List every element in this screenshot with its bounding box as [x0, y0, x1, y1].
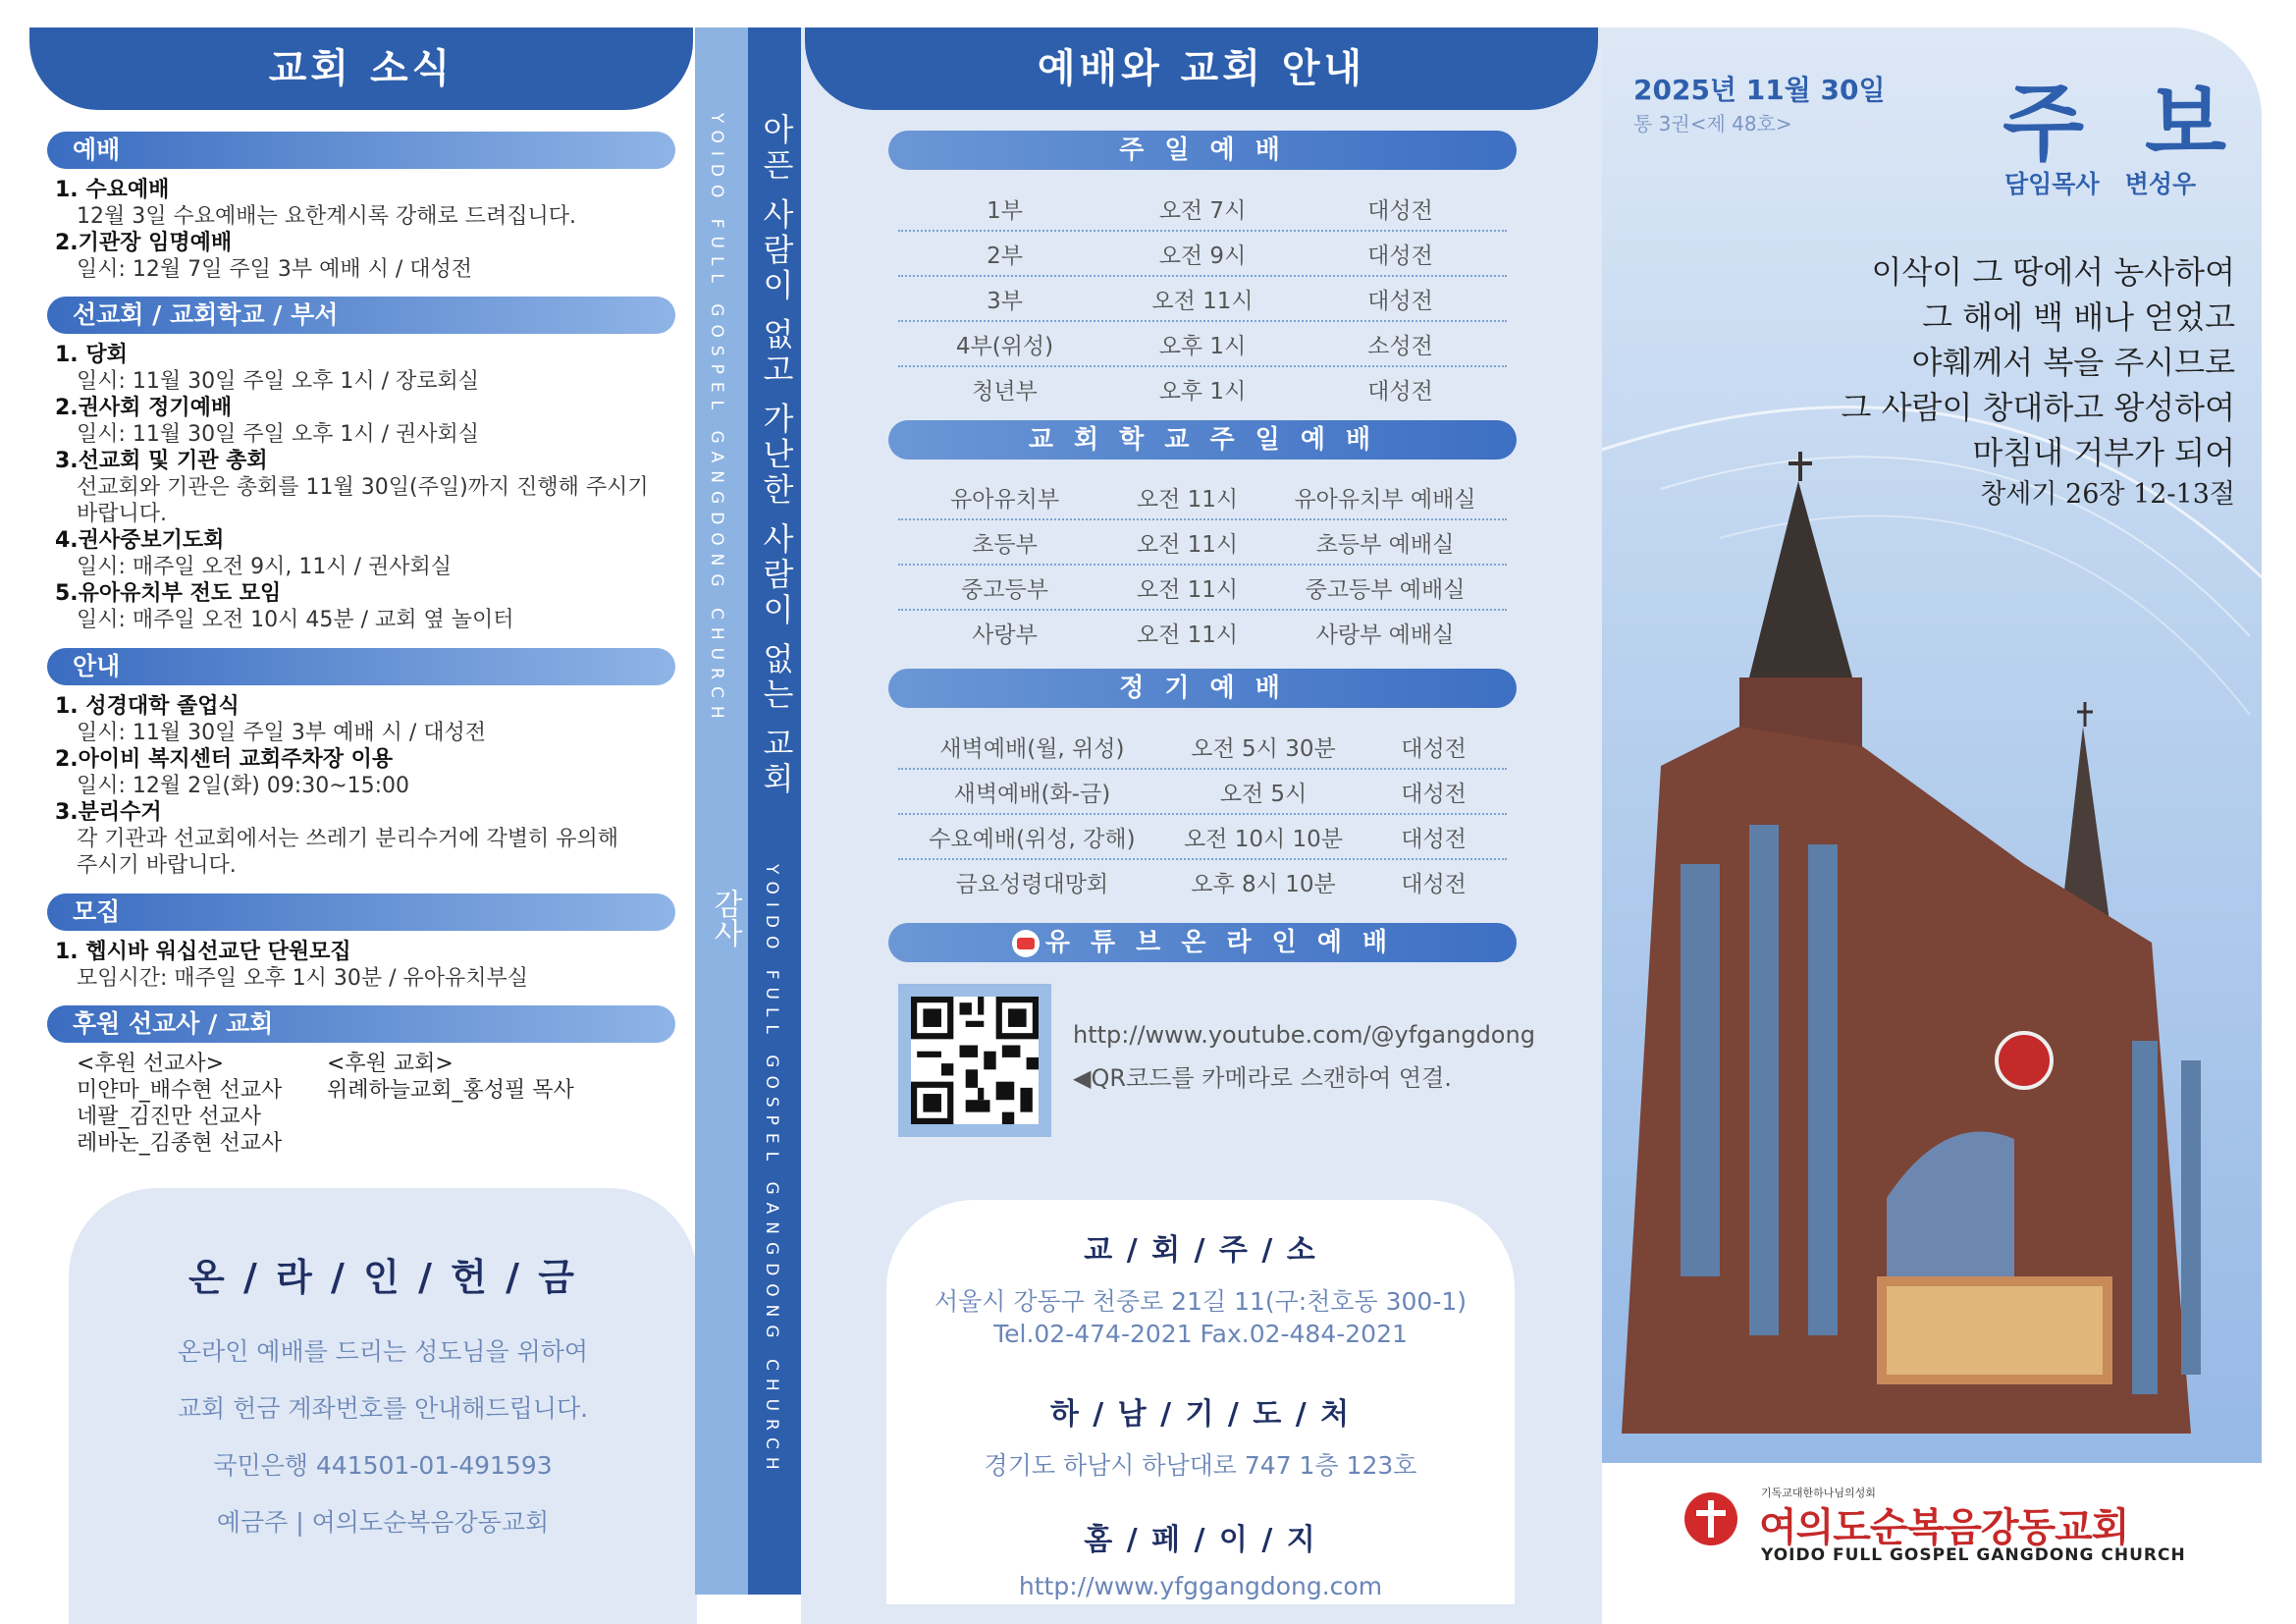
address-title: 교 / 회 / 주 / 소	[1084, 1233, 1317, 1268]
table-row: 1부 오전 7시 대성전	[898, 187, 1507, 232]
spine-right-korean: 아픈 사람이 없고 가난한 사람이 없는 교회	[758, 113, 795, 798]
news-item-title: 2.권사회 정기예배	[55, 396, 233, 420]
scripture-verse	[1842, 249, 2235, 514]
youtube-bar: 유 튜 브 온 라 인 예 배	[888, 923, 1517, 962]
verse-line: 이삭이 그 땅에서 농사하여	[1871, 253, 2235, 291]
church-logo-icon	[1684, 1492, 1737, 1545]
table-row: 2부 오전 9시 대성전	[898, 232, 1507, 277]
verse-line: 그 사람이 창대하고 왕성하여	[1841, 389, 2235, 426]
table-row: 수요예배(위성, 강해) 오전 10시 10분 대성전	[898, 815, 1507, 860]
sunday-worship-bar: 주 일 예 배	[888, 131, 1517, 170]
logo-denomination: 기독교대한하나님의성회	[1761, 1487, 1876, 1499]
news-item-title: 5.유아유치부 전도 모임	[55, 581, 282, 606]
table-row: 새벽예배(화-금) 오전 5시 대성전	[898, 770, 1507, 815]
verse-line: 그 해에 백 배나 얻었고	[1922, 298, 2235, 336]
news-item-detail: 각 기관과 선교회에서는 쓰레기 분리수거에 각별히 유의해	[77, 827, 619, 851]
senior-pastor: 담임목사 변성우	[2004, 170, 2197, 198]
news-item-detail: 일시: 11월 30일 주일 오후 1시 / 장로회실	[77, 369, 480, 394]
hanam-title: 하 / 남 / 기 / 도 / 처	[1049, 1397, 1352, 1432]
news-item-detail: 일시: 12월 7일 주일 3부 예배 시 / 대성전	[77, 257, 473, 282]
news-item-title: 4.권사중보기도회	[55, 528, 225, 553]
news-item-detail: 일시: 11월 30일 주일 오후 1시 / 권사회실	[77, 422, 480, 447]
bulletin-date: 2025년 11월 30일	[1633, 74, 1886, 106]
news-worship-list	[55, 177, 683, 283]
support-missionaries: <후원 선교사> 미얀마_배수현 선교사 네팔_김진만 선교사 레바논_김종현 선교사	[77, 1052, 283, 1156]
spine-left-english: YOIDO FULL GOSPEL GANGDONG CHURCH	[707, 113, 726, 727]
news-recruit-list	[55, 939, 683, 992]
spine-right-english: YOIDO FULL GOSPEL GANGDONG CHURCH	[762, 864, 781, 1478]
left-panel-header: 교회 소식	[29, 27, 693, 110]
table-row: 유아유치부 오전 11시 유아유치부 예배실	[898, 475, 1507, 520]
table-row: 3부 오전 11시 대성전	[898, 277, 1507, 322]
regular-worship-bar: 정 기 예 배	[888, 669, 1517, 708]
news-item-detail: 선교회와 기관은 총회를 11월 30일(주일)까지 진행해 주시기	[77, 475, 649, 500]
sunday-worship-table	[898, 187, 1507, 410]
table-row: 금요성령대망회 오후 8시 10분 대성전	[955, 871, 1467, 897]
news-item-title: 3.선교회 및 기관 총회	[55, 449, 268, 473]
youtube-url[interactable]: http://www.youtube.com/@yfgangdong	[1073, 1021, 1535, 1049]
table-row: 초등부 오전 11시 초등부 예배실	[898, 520, 1507, 566]
news-item-detail: 12월 3일 수요예배는 요한계시록 강해로 드려집니다.	[77, 204, 576, 229]
support-churches: <후원 교회> 위례하늘교회_홍성필 목사	[327, 1052, 574, 1103]
news-item-detail: 일시: 매주일 오전 10시 45분 / 교회 옆 놀이터	[77, 608, 514, 632]
logo-korean-name: 여의도순복음강동교회	[1759, 1505, 2129, 1550]
homepage-url[interactable]: http://www.yfggangdong.com	[1018, 1572, 1383, 1600]
church-logo-area	[1602, 1463, 2262, 1624]
homepage-title: 홈 / 페 / 이 / 지	[1084, 1523, 1317, 1557]
news-item-detail: 바랍니다.	[77, 502, 168, 526]
news-item-detail: 일시: 매주일 오전 9시, 11시 / 권사회실	[77, 555, 453, 579]
section-recruit: 모집	[47, 893, 675, 931]
school-worship-bar: 교 회 학 교 주 일 예 배	[888, 420, 1517, 460]
phone-text: Tel.02-474-2021 Fax.02-484-2021	[993, 1320, 1408, 1348]
news-item-title: 2.기관장 임명예배	[55, 231, 233, 255]
regular-worship-table	[898, 725, 1507, 903]
verse-line: 야훼께서 복을 주시므로	[1911, 344, 2235, 381]
church-building-illustration	[1602, 452, 2262, 1532]
news-item-title: 1. 헵시바 워십선교단 단원모집	[55, 940, 351, 964]
section-support: 후원 선교사 / 교회	[47, 1005, 675, 1043]
news-item-title: 1. 성경대학 졸업식	[55, 694, 240, 719]
news-item-title: 2.아이비 복지센터 교회주차장 이용	[55, 747, 394, 772]
qr-code[interactable]	[911, 997, 1039, 1124]
table-row: 청년부 오후 1시 대성전	[972, 378, 1433, 405]
news-item-detail: 일시: 12월 2일(화) 09:30~15:00	[77, 774, 410, 798]
offering-title: 온 / 라 / 인 / 헌 / 금	[188, 1256, 577, 1299]
section-guide: 안내	[47, 648, 675, 685]
youtube-icon	[1012, 930, 1040, 957]
news-item-title: 3.분리수거	[55, 800, 162, 825]
offering-line1: 온라인 예배를 드리는 성도님을 위하여	[177, 1337, 589, 1366]
offering-account: 국민은행 441501-01-491593	[213, 1451, 553, 1480]
verse-reference: 창세기 26장 12-13절	[1980, 479, 2235, 510]
offering-line2: 교회 헌금 계좌번호를 안내해드립니다.	[177, 1394, 589, 1423]
news-guide-list	[55, 693, 683, 879]
address-text: 서울시 강동구 천중로 21길 11(구:천호동 300-1)	[934, 1287, 1468, 1316]
hanam-address: 경기도 하남시 하남대로 747 1층 123호	[984, 1451, 1417, 1480]
table-row: 사랑부 오전 11시 사랑부 예배실	[972, 622, 1455, 648]
news-item-detail: 일시: 11월 30일 주일 3부 예배 시 / 대성전	[77, 721, 487, 745]
table-row: 중고등부 오전 11시 중고등부 예배실	[898, 566, 1507, 611]
qr-note: ◀QR코드를 카메라로 스캔하여 연결.	[1073, 1064, 1452, 1092]
table-row: 4부(위성) 오후 1시 소성전	[898, 322, 1507, 367]
spine-left-korean: 감사	[708, 889, 742, 947]
bulletin-title: 주 보	[2002, 75, 2243, 173]
news-item-detail: 주시기 바랍니다.	[77, 853, 237, 878]
offering-holder: 예금주 | 여의도순복음강동교회	[216, 1508, 550, 1537]
section-worship: 예배	[47, 132, 675, 169]
verse-line: 마침내 거부가 되어	[1972, 434, 2235, 471]
qr-code-frame[interactable]	[898, 984, 1051, 1137]
news-item-title: 1. 수요예배	[55, 178, 170, 202]
school-worship-table	[898, 475, 1507, 654]
address-box	[886, 1200, 1515, 1604]
bulletin-issue: 통 3권<제 48호>	[1633, 112, 1792, 135]
section-mission: 선교회 / 교회학교 / 부서	[47, 297, 675, 334]
table-row: 새벽예배(월, 위성) 오전 5시 30분 대성전	[898, 725, 1507, 770]
online-offering-box	[69, 1188, 697, 1624]
news-mission-list	[55, 342, 683, 633]
logo-english-name: YOIDO FULL GOSPEL GANGDONG CHURCH	[1761, 1545, 2186, 1565]
news-item-title: 1. 당회	[55, 343, 128, 367]
middle-panel-header: 예배와 교회 안내	[805, 27, 1598, 110]
news-item-detail: 모임시간: 매주일 오후 1시 30분 / 유아유치부실	[77, 966, 529, 991]
